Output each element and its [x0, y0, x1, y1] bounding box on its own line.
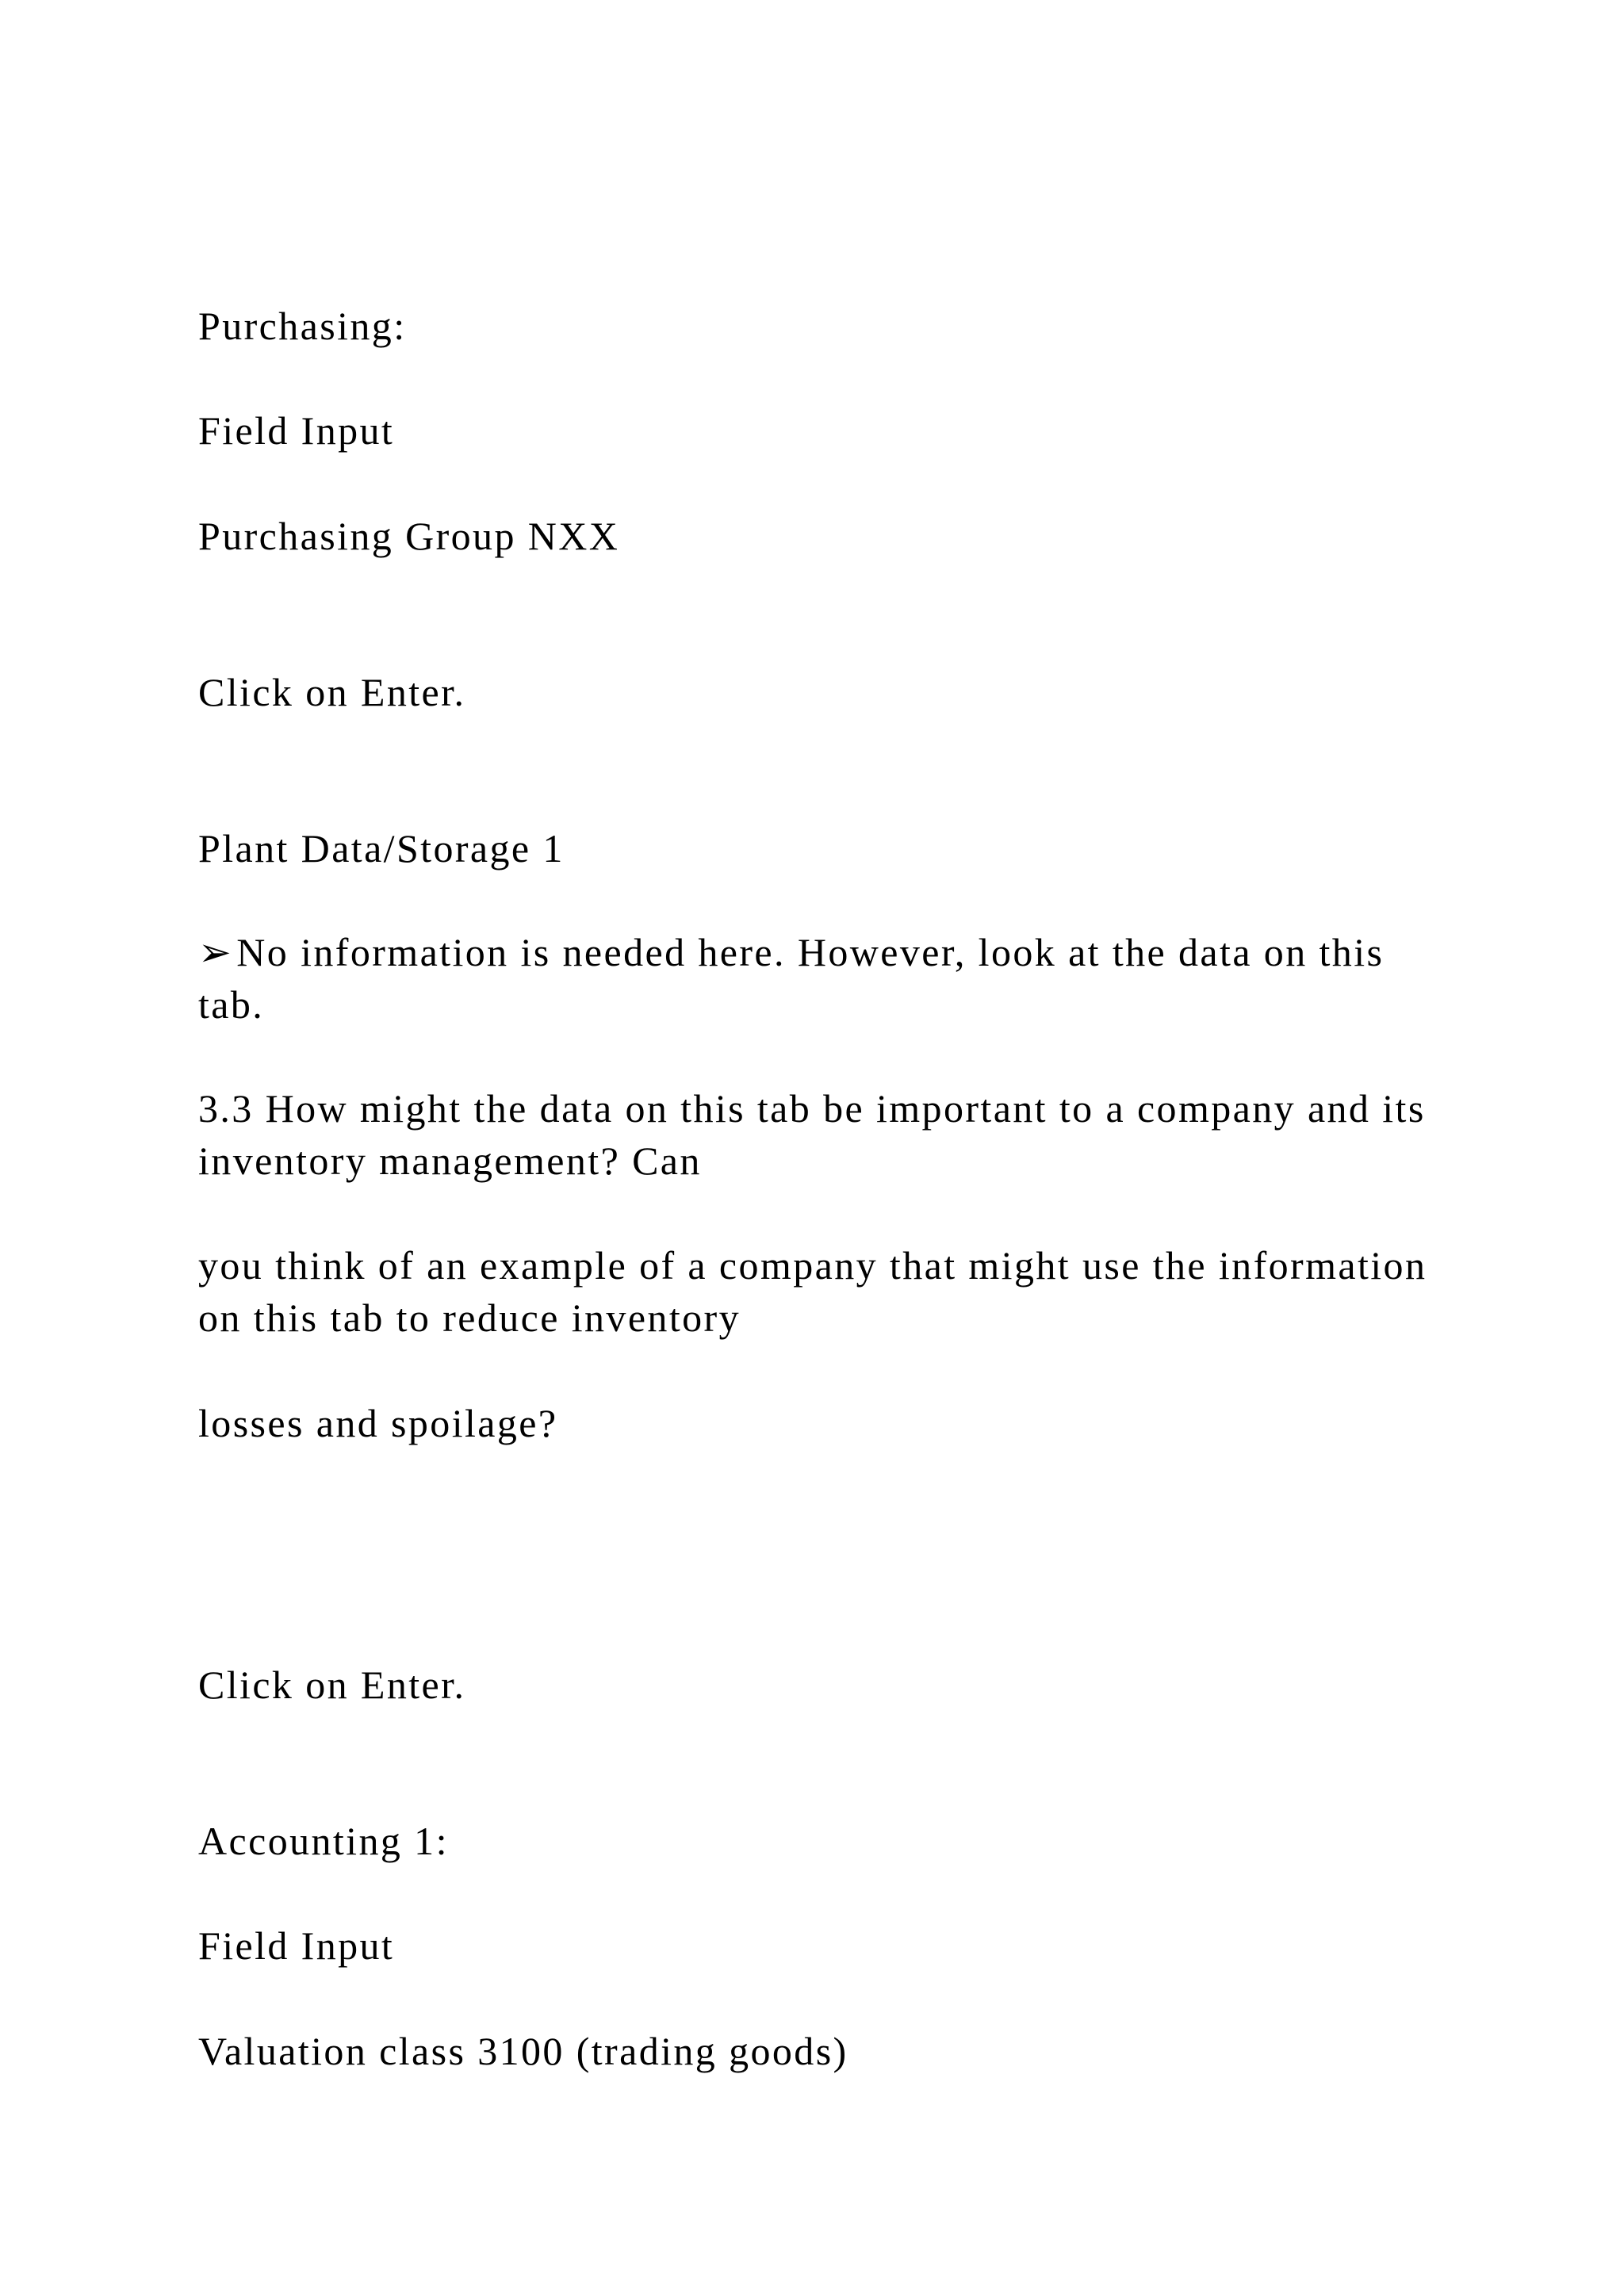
bullet-note-text: No information is needed here. However, look at the data on this tab.	[198, 930, 1396, 1027]
plant-data-heading: Plant Data/Storage 1	[198, 826, 565, 871]
bullet-note	[198, 926, 1435, 1031]
question-3-3-part-1: 3.3 How might the data on this tab be important to a company and its inventory management? Can	[198, 1086, 1438, 1183]
accounting-field-header: Field Input	[198, 1923, 395, 1968]
arrow-bullet-icon: ➢	[198, 930, 234, 974]
click-enter-instruction-1: Click on Enter.	[198, 670, 466, 714]
purchasing-field-header: Field Input	[198, 408, 395, 453]
question-3-3-part-3: losses and spoilage?	[198, 1401, 558, 1445]
purchasing-heading: Purchasing:	[198, 304, 407, 348]
click-enter-instruction-2: Click on Enter.	[198, 1663, 466, 1707]
valuation-class-row: Valuation class 3100 (trading goods)	[198, 2029, 848, 2073]
question-3-3-part-2: you think of an example of a company that might use the information on this tab to reduce inventory	[198, 1243, 1439, 1340]
purchasing-group-row: Purchasing Group NXX	[198, 514, 620, 558]
accounting-heading: Accounting 1:	[198, 1819, 449, 1863]
